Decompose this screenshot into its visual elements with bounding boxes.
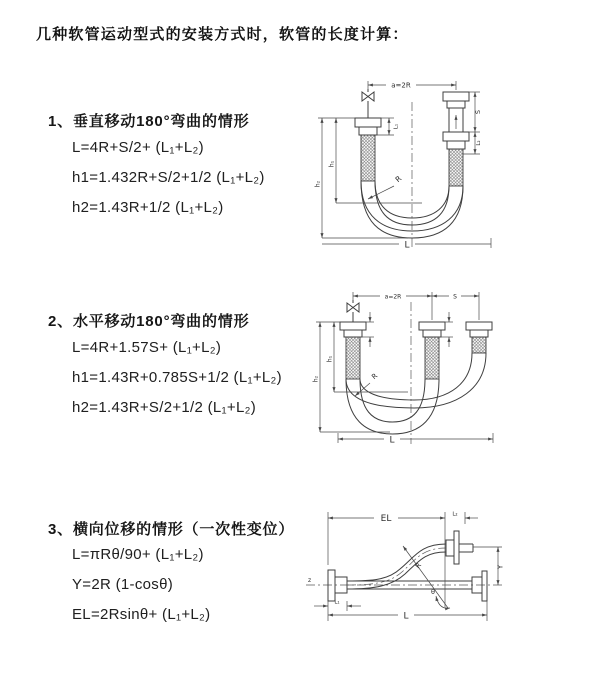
hose-curve (347, 552, 446, 589)
hose-curve (360, 379, 425, 422)
valve-icon (347, 303, 359, 312)
flange (328, 570, 335, 601)
radius-line (403, 546, 448, 608)
dim-label-a2r: a=2R (391, 81, 411, 90)
hose-curve (347, 544, 446, 581)
flange (340, 322, 366, 330)
dim-label-l1: L₁ (393, 123, 400, 130)
flange (454, 531, 459, 564)
formula-h2: h2=1.43R+1/2 (L₁+L₂) (72, 199, 224, 216)
flange-hub (470, 330, 488, 337)
flange-hub (344, 330, 362, 337)
formula-l1: L=4R+S/2+ (L₁+L₂) (72, 139, 204, 156)
braided-hose (425, 337, 439, 379)
diagram-vertical-180-bend (310, 72, 590, 254)
dim-label-l: L (403, 611, 409, 622)
braided-hose (472, 337, 486, 353)
dim-label-s: S (453, 293, 457, 301)
dim-label-l: L (389, 435, 395, 446)
flange (466, 322, 492, 330)
centerline-mark: z (308, 577, 312, 584)
braided-hose (449, 149, 463, 186)
radius-label: R (370, 371, 380, 382)
formula-h1b: h1=1.43R+0.785S+1/2 (L₁+L₂) (72, 369, 282, 386)
flange-hub (447, 101, 465, 108)
formula-l2: L=4R+1.57S+ (L₁+L₂) (72, 339, 222, 356)
section-2-heading: 2、水平移动180°弯曲的情形 (48, 313, 250, 330)
formula-l3: L=πRθ/90+ (L₁+L₂) (72, 546, 204, 563)
angle-arc (436, 596, 450, 608)
leader-line (368, 186, 394, 199)
flange (482, 571, 487, 601)
radius-label: R (413, 561, 424, 571)
dim-label-y: Y (496, 564, 505, 570)
braided-hose (361, 135, 375, 181)
diagram-lateral-displacement (300, 503, 595, 651)
dim-label-h2: h₂ (312, 375, 320, 383)
dim-label-l1: L₁ (334, 599, 340, 606)
flange (443, 92, 469, 101)
dim-label-el: EL (380, 514, 392, 524)
flange (355, 118, 381, 127)
diagram-horizontal-180-bend (310, 284, 590, 450)
leader-line (355, 383, 370, 396)
flange-hub (423, 330, 441, 337)
radius-label: R (393, 173, 404, 185)
dim-label-h1: h₁ (328, 160, 336, 168)
flange (419, 322, 445, 330)
section-3-heading: 3、横向位移的情形（一次性变位） (48, 521, 295, 538)
dim-label-a2r: a=2R (384, 293, 402, 301)
section-1-heading: 1、垂直移动180°弯曲的情形 (48, 113, 250, 130)
flange-hub (446, 540, 454, 556)
flange-hub (359, 127, 377, 135)
formula-h1: h1=1.432R+S/2+1/2 (L₁+L₂) (72, 169, 265, 186)
hose-center-line (347, 548, 446, 585)
dim-label-h2: h₂ (314, 180, 322, 188)
formula-y: Y=2R (1-cosθ) (72, 576, 174, 593)
dim-label-l: L (404, 240, 410, 251)
dim-label-l2: L₂ (476, 140, 482, 146)
braided-hose (346, 337, 360, 379)
dim-label-s: S (474, 109, 482, 115)
valve-icon (362, 92, 374, 101)
page-title: 几种软管运动型式的安装方式时，软管的长度计算： (36, 26, 409, 43)
flange-hub (447, 141, 465, 149)
formula-el: EL=2Rsinθ+ (L₁+L₂) (72, 606, 211, 623)
dim-label-h1: h₁ (326, 355, 334, 363)
dim-label-l2: L₂ (452, 511, 458, 518)
flange (443, 132, 469, 141)
angle-label-theta: θ (431, 588, 435, 596)
formula-h2b: h2=1.43R+S/2+1/2 (L₁+L₂) (72, 399, 257, 416)
